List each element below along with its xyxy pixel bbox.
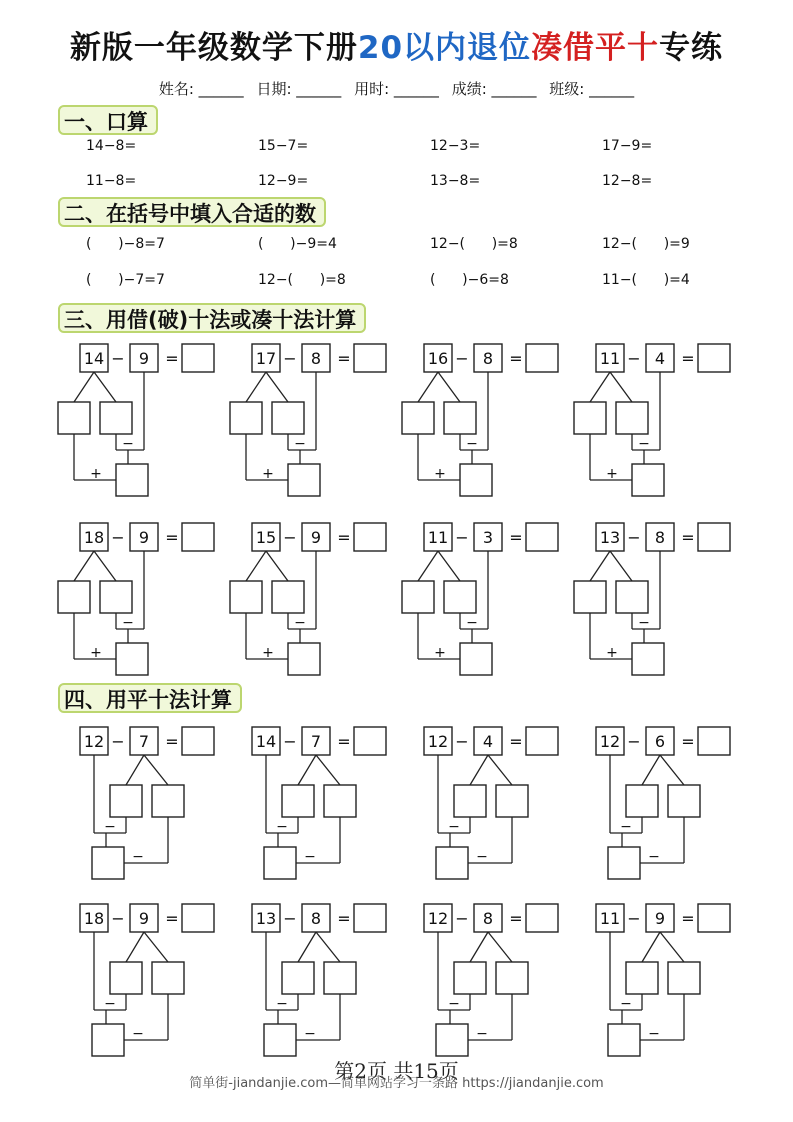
equals-sign: = bbox=[681, 349, 695, 368]
connector-line bbox=[610, 551, 632, 581]
oral-question: 13−8= bbox=[430, 173, 481, 189]
equals-sign: = bbox=[337, 909, 351, 928]
minus-sign: − bbox=[455, 909, 469, 928]
connector-line bbox=[316, 932, 340, 962]
section2-title: 二、在括号中填入合适的数 bbox=[58, 197, 326, 227]
answer-box bbox=[526, 523, 558, 551]
equals-sign: = bbox=[337, 528, 351, 547]
minus-sign: − bbox=[620, 996, 632, 1012]
oral-question: 12−9= bbox=[258, 173, 309, 189]
result-box bbox=[264, 847, 296, 879]
minus-sign: − bbox=[455, 732, 469, 751]
connector-line bbox=[266, 551, 288, 581]
split-box bbox=[100, 581, 132, 613]
result-box bbox=[460, 643, 492, 675]
fill-question: 12−( )=9 bbox=[602, 236, 690, 252]
plus-sign: + bbox=[90, 645, 102, 661]
connector-line bbox=[438, 551, 460, 581]
subtrahend-number: 8 bbox=[310, 349, 322, 368]
result-box bbox=[92, 847, 124, 879]
fill-question: 12−( )=8 bbox=[258, 272, 346, 288]
subtrahend-number: 4 bbox=[482, 732, 494, 751]
connector-line bbox=[126, 755, 144, 785]
minus-sign: − bbox=[283, 528, 297, 547]
result-box bbox=[608, 1024, 640, 1056]
info-score: 成绩: ______ bbox=[451, 80, 537, 98]
oral-question: 14−8= bbox=[86, 138, 137, 154]
equals-sign: = bbox=[165, 528, 179, 547]
result-box bbox=[92, 1024, 124, 1056]
equals-sign: = bbox=[509, 528, 523, 547]
minuend-number: 15 bbox=[255, 528, 277, 547]
connector-line bbox=[488, 932, 512, 962]
minuend-number: 12 bbox=[599, 732, 621, 751]
minus-sign: − bbox=[122, 615, 134, 631]
minus-sign: − bbox=[111, 528, 125, 547]
split-box bbox=[454, 962, 486, 994]
minuend-number: 16 bbox=[427, 349, 449, 368]
split-box bbox=[324, 785, 356, 817]
minus-sign: − bbox=[627, 528, 641, 547]
connector-line bbox=[488, 755, 512, 785]
minus-sign: − bbox=[476, 849, 488, 865]
equals-sign: = bbox=[337, 349, 351, 368]
minus-sign: − bbox=[276, 996, 288, 1012]
equals-sign: = bbox=[165, 732, 179, 751]
connector-line bbox=[94, 551, 116, 581]
minuend-number: 14 bbox=[83, 349, 105, 368]
answer-box bbox=[698, 523, 730, 551]
split-box bbox=[110, 962, 142, 994]
result-box bbox=[264, 1024, 296, 1056]
minus-sign: − bbox=[620, 819, 632, 835]
result-box bbox=[288, 643, 320, 675]
equals-sign: = bbox=[681, 528, 695, 547]
fill-question: ( )−9=4 bbox=[258, 236, 337, 252]
subtrahend-number: 9 bbox=[310, 528, 322, 547]
result-box bbox=[632, 464, 664, 496]
subtrahend-number: 8 bbox=[310, 909, 322, 928]
connector-line bbox=[266, 372, 288, 402]
connector-line bbox=[74, 372, 94, 402]
split-box bbox=[616, 581, 648, 613]
connector-line bbox=[316, 755, 340, 785]
connector-line bbox=[144, 932, 168, 962]
plus-sign: + bbox=[434, 645, 446, 661]
oral-question: 11−8= bbox=[86, 173, 137, 189]
plus-sign: + bbox=[90, 466, 102, 482]
answer-box bbox=[182, 904, 214, 932]
title-part3: 凑借平十 bbox=[531, 30, 660, 66]
answer-box bbox=[354, 344, 386, 372]
answer-box bbox=[526, 344, 558, 372]
subtrahend-number: 9 bbox=[138, 349, 150, 368]
subtrahend-number: 8 bbox=[482, 349, 494, 368]
fill-question: 12−( )=8 bbox=[430, 236, 518, 252]
connector-line bbox=[470, 755, 488, 785]
connector-line bbox=[642, 755, 660, 785]
equals-sign: = bbox=[509, 732, 523, 751]
connector-line bbox=[126, 932, 144, 962]
minuend-number: 13 bbox=[599, 528, 621, 547]
split-box bbox=[230, 402, 262, 434]
minus-sign: − bbox=[648, 1026, 660, 1042]
subtrahend-number: 3 bbox=[482, 528, 494, 547]
oral-question: 12−3= bbox=[430, 138, 481, 154]
split-box bbox=[58, 402, 90, 434]
minuend-number: 11 bbox=[427, 528, 449, 547]
section3-title: 三、用借(破)十法或凑十法计算 bbox=[58, 303, 366, 333]
split-box bbox=[626, 962, 658, 994]
plus-sign: + bbox=[434, 466, 446, 482]
minus-sign: − bbox=[466, 436, 478, 452]
split-box bbox=[272, 581, 304, 613]
minus-sign: − bbox=[476, 1026, 488, 1042]
connector-line bbox=[660, 932, 684, 962]
connector-line bbox=[144, 755, 168, 785]
answer-box bbox=[698, 344, 730, 372]
minus-sign: − bbox=[294, 436, 306, 452]
minus-sign: − bbox=[455, 349, 469, 368]
result-box bbox=[436, 847, 468, 879]
split-box bbox=[402, 581, 434, 613]
split-box bbox=[444, 402, 476, 434]
connector-line bbox=[438, 372, 460, 402]
subtrahend-number: 7 bbox=[310, 732, 322, 751]
connector-line bbox=[660, 755, 684, 785]
minuend-number: 12 bbox=[427, 909, 449, 928]
info-date: 日期: ______ bbox=[256, 80, 342, 98]
split-box bbox=[616, 402, 648, 434]
split-box bbox=[626, 785, 658, 817]
split-box bbox=[152, 962, 184, 994]
connector-line bbox=[642, 932, 660, 962]
connector-line bbox=[246, 551, 266, 581]
result-box bbox=[116, 464, 148, 496]
connector-line bbox=[470, 932, 488, 962]
minus-sign: − bbox=[132, 1026, 144, 1042]
result-box bbox=[116, 643, 148, 675]
title-part4: 专练 bbox=[659, 30, 724, 66]
result-box bbox=[608, 847, 640, 879]
info-time: 用时: ______ bbox=[354, 80, 439, 98]
result-box bbox=[632, 643, 664, 675]
subtrahend-number: 9 bbox=[138, 909, 150, 928]
answer-box bbox=[698, 727, 730, 755]
split-box bbox=[668, 962, 700, 994]
minus-sign: − bbox=[104, 996, 116, 1012]
minuend-number: 14 bbox=[255, 732, 277, 751]
minuend-number: 17 bbox=[255, 349, 277, 368]
result-box bbox=[460, 464, 492, 496]
plus-sign: + bbox=[606, 466, 618, 482]
split-box bbox=[230, 581, 262, 613]
connector-line bbox=[418, 372, 438, 402]
minus-sign: − bbox=[638, 615, 650, 631]
split-box bbox=[402, 402, 434, 434]
connector-line bbox=[590, 372, 610, 402]
answer-box bbox=[354, 727, 386, 755]
minus-sign: − bbox=[294, 615, 306, 631]
minus-sign: − bbox=[132, 849, 144, 865]
subtrahend-number: 9 bbox=[654, 909, 666, 928]
oral-question: 15−7= bbox=[258, 138, 309, 154]
subtrahend-number: 8 bbox=[654, 528, 666, 547]
minus-sign: − bbox=[283, 349, 297, 368]
split-box bbox=[272, 402, 304, 434]
info-name: 姓名: ______ bbox=[158, 80, 244, 98]
result-box bbox=[436, 1024, 468, 1056]
minus-sign: − bbox=[648, 849, 660, 865]
connector-line bbox=[610, 372, 632, 402]
minus-sign: − bbox=[111, 349, 125, 368]
minuend-number: 13 bbox=[255, 909, 277, 928]
page-number: 第2页 共15页 bbox=[334, 1059, 459, 1083]
subtrahend-number: 9 bbox=[138, 528, 150, 547]
split-box bbox=[574, 581, 606, 613]
minuend-number: 11 bbox=[599, 909, 621, 928]
section4-title: 四、用平十法计算 bbox=[58, 683, 242, 713]
split-box bbox=[496, 785, 528, 817]
answer-box bbox=[182, 523, 214, 551]
minus-sign: − bbox=[448, 996, 460, 1012]
oral-question: 17−9= bbox=[602, 138, 653, 154]
split-box bbox=[110, 785, 142, 817]
answer-box bbox=[182, 727, 214, 755]
minus-sign: − bbox=[111, 909, 125, 928]
minus-sign: − bbox=[111, 732, 125, 751]
connector-line bbox=[246, 372, 266, 402]
split-box bbox=[282, 962, 314, 994]
minuend-number: 18 bbox=[83, 909, 105, 928]
info-class: 班级: ______ bbox=[549, 80, 635, 98]
equals-sign: = bbox=[681, 909, 695, 928]
minuend-number: 12 bbox=[427, 732, 449, 751]
minus-sign: − bbox=[627, 732, 641, 751]
minus-sign: − bbox=[638, 436, 650, 452]
connector-line bbox=[418, 551, 438, 581]
split-box bbox=[668, 785, 700, 817]
plus-sign: + bbox=[606, 645, 618, 661]
minus-sign: − bbox=[466, 615, 478, 631]
subtrahend-number: 4 bbox=[654, 349, 666, 368]
split-box bbox=[58, 581, 90, 613]
result-box bbox=[288, 464, 320, 496]
title-part2: 20以内退位 bbox=[357, 30, 532, 66]
oral-question: 12−8= bbox=[602, 173, 653, 189]
minuend-number: 11 bbox=[599, 349, 621, 368]
minuend-number: 18 bbox=[83, 528, 105, 547]
plus-sign: + bbox=[262, 466, 274, 482]
minus-sign: − bbox=[122, 436, 134, 452]
answer-box bbox=[526, 904, 558, 932]
fill-question: ( )−7=7 bbox=[86, 272, 165, 288]
answer-box bbox=[354, 523, 386, 551]
subtrahend-number: 7 bbox=[138, 732, 150, 751]
equals-sign: = bbox=[165, 349, 179, 368]
answer-box bbox=[698, 904, 730, 932]
connector-line bbox=[94, 372, 116, 402]
equals-sign: = bbox=[509, 349, 523, 368]
answer-box bbox=[526, 727, 558, 755]
fill-question: ( )−6=8 bbox=[430, 272, 509, 288]
answer-box bbox=[182, 344, 214, 372]
split-box bbox=[324, 962, 356, 994]
subtrahend-number: 6 bbox=[654, 732, 666, 751]
equals-sign: = bbox=[337, 732, 351, 751]
split-box bbox=[496, 962, 528, 994]
connector-line bbox=[74, 551, 94, 581]
minus-sign: − bbox=[627, 909, 641, 928]
fill-question: 11−( )=4 bbox=[602, 272, 690, 288]
site-watermark: 简单街-jiandanjie.com—简单网站学习一条路 https://jiandanjie.com bbox=[189, 1076, 604, 1091]
subtrahend-number: 8 bbox=[482, 909, 494, 928]
title-part1: 新版一年级数学下册 bbox=[69, 30, 358, 66]
section1-title: 一、口算 bbox=[58, 105, 158, 135]
minus-sign: − bbox=[448, 819, 460, 835]
minus-sign: − bbox=[104, 819, 116, 835]
split-box bbox=[152, 785, 184, 817]
equals-sign: = bbox=[509, 909, 523, 928]
minus-sign: − bbox=[627, 349, 641, 368]
minus-sign: − bbox=[455, 528, 469, 547]
equals-sign: = bbox=[165, 909, 179, 928]
connector-line bbox=[298, 755, 316, 785]
split-box bbox=[444, 581, 476, 613]
answer-box bbox=[354, 904, 386, 932]
connector-line bbox=[298, 932, 316, 962]
connector-line bbox=[590, 551, 610, 581]
fill-question: ( )−8=7 bbox=[86, 236, 165, 252]
split-box bbox=[574, 402, 606, 434]
minus-sign: − bbox=[304, 849, 316, 865]
split-box bbox=[454, 785, 486, 817]
split-box bbox=[282, 785, 314, 817]
minus-sign: − bbox=[304, 1026, 316, 1042]
minus-sign: − bbox=[283, 732, 297, 751]
minus-sign: − bbox=[276, 819, 288, 835]
plus-sign: + bbox=[262, 645, 274, 661]
minuend-number: 12 bbox=[83, 732, 105, 751]
minus-sign: − bbox=[283, 909, 297, 928]
equals-sign: = bbox=[681, 732, 695, 751]
split-box bbox=[100, 402, 132, 434]
